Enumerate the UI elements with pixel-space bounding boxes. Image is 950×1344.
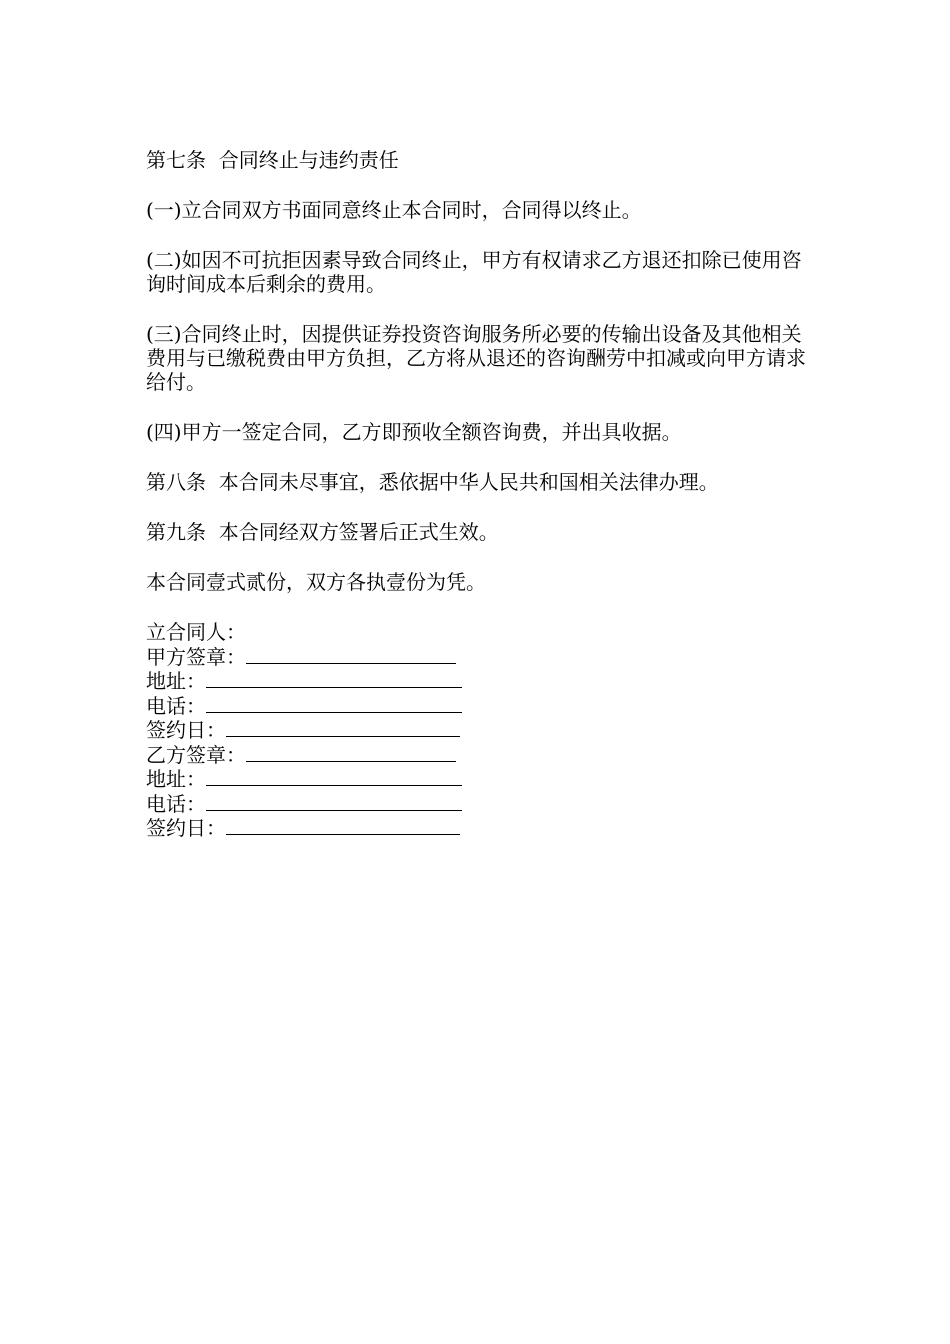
party-b-sign-label: 乙方签章：	[146, 742, 246, 767]
party-b-address-blank[interactable]	[206, 767, 462, 786]
party-b-sign-row	[146, 743, 826, 768]
party-b-phone-label: 电话：	[146, 791, 206, 816]
party-b-address-label: 地址：	[146, 767, 206, 791]
article-7-heading: 第七条 合同终止与违约责任	[146, 148, 399, 172]
party-a-sign-label: 甲方签章：	[146, 644, 246, 669]
article-7-item-2: (二)如因不可抗拒因素导致合同终止，甲方有权请求乙方退还扣除已使用咨询时间成本后剩余的费用。	[146, 248, 802, 296]
party-b-date-row	[146, 816, 826, 841]
party-b-date-label: 签约日：	[146, 816, 226, 840]
party-a-sign-row	[146, 645, 826, 670]
party-a-phone-blank[interactable]	[206, 694, 462, 713]
article-9: 第九条 本合同经双方签署后正式生效。	[146, 520, 499, 544]
party-b-phone-blank[interactable]	[206, 792, 462, 811]
party-a-date-label: 签约日：	[146, 718, 226, 742]
party-a-date-blank[interactable]	[226, 718, 460, 737]
party-b-sign-blank[interactable]	[246, 743, 456, 762]
article-7-item-1: (一)立合同双方书面同意终止本合同时，合同得以终止。	[146, 198, 642, 222]
party-a-phone-row	[146, 694, 826, 719]
signature-block	[146, 620, 826, 841]
signature-intro: 立合同人：	[146, 620, 246, 644]
party-a-phone-label: 电话：	[146, 693, 206, 718]
party-a-sign-blank[interactable]	[246, 645, 456, 664]
party-a-address-row	[146, 669, 826, 694]
party-b-address-row	[146, 767, 826, 792]
party-a-address-blank[interactable]	[206, 669, 462, 688]
party-b-phone-row	[146, 792, 826, 817]
party-a-date-row	[146, 718, 826, 743]
article-7-item-3: (三)合同终止时，因提供证券投资咨询服务所必要的传输出设备及其他相关费用与已缴税费由甲方负担，乙方将从退还的咨询酬劳中扣减或向甲方请求给付。	[146, 322, 806, 394]
article-8: 第八条 本合同未尽事宜，悉依据中华人民共和国相关法律办理。	[146, 470, 719, 494]
copies-clause: 本合同壹式贰份，双方各执壹份为凭。	[146, 570, 486, 594]
contract-page	[146, 148, 826, 841]
party-b-date-blank[interactable]	[226, 816, 460, 835]
article-7-item-4: (四)甲方一签定合同，乙方即预收全额咨询费，并出具收据。	[146, 420, 682, 444]
party-a-address-label: 地址：	[146, 669, 206, 693]
